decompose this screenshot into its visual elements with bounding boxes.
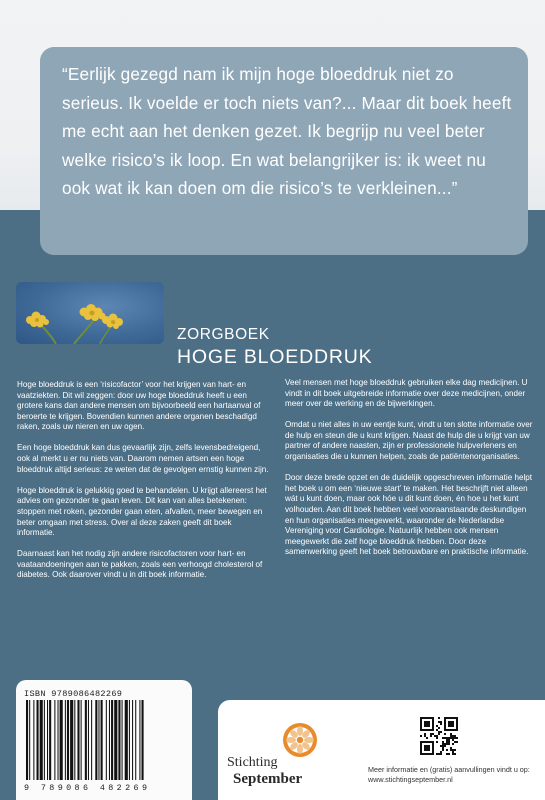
- body-paragraph: Veel mensen met hoge bloeddruk gebruiken elke dag medicijnen. U vindt in dit boek uitgebreide informatie over deze medicijnen, onder meer over de werking en de bijwerkingen.: [285, 378, 528, 409]
- flower-photo: [16, 282, 164, 344]
- book-title: HOGE BLOEDDRUK: [177, 346, 373, 368]
- testimonial-quote: “Eerlijk gezegd nam ik mijn hoge bloeddruk niet zo serieus. Ik voelde er toch niets van?... Maar dit boek heeft me echt aan het denken gezet. Ik begrijp nu veel beter welke risico’s ik loop. En wat belangrijker is: ik weet nu ook wat ik kan doen om die risico’s te verkleinen...”: [62, 64, 512, 198]
- isbn-label: ISBN 9789086482269: [24, 689, 123, 699]
- book-series-label: ZORGBOEK: [177, 326, 270, 343]
- publisher-info-text: Meer informatie en (gratis) aanvullingen vindt u op: www.stichtingseptember.nl: [368, 765, 530, 784]
- body-column-left: [17, 380, 269, 592]
- body-paragraph: Hoge bloeddruk is een ‘risicofactor’ voor het krijgen van hart- en vaatziekten. Dit wil zeggen: door uw hoge bloeddruk heeft u een grotere kans dan andere mensen om bijvoorbeeld een hartaanval of beroerte te krijgen. Bovendien kunnen andere organen beschadigd raken, zoals uw nieren en uw ogen.: [17, 380, 261, 432]
- body-paragraph: Een hoge bloeddruk kan dus gevaarlijk zijn, zelfs levensbedreigend, ook al merkt u er nu niets van. Daarom nemen artsen een hoge bloeddruk altijd serieus: ze weten dat de gevolgen ernstig kunnen zijn.: [17, 443, 269, 474]
- body-paragraph: Daarnaast kan het nodig zijn andere risicofactoren voor hart- en vaataandoeningen aan te pakken, zoals een verhoogd cholesterol of diabetes. Ook daarover vindt u in dit boek informatie.: [17, 549, 263, 580]
- publisher-name-line2: September: [233, 771, 303, 787]
- barcode-icon: [24, 700, 174, 782]
- body-paragraph: Hoge bloeddruk is gelukkig goed te behandelen. U krijgt allereerst het advies om gezonder te gaan leven. Dit kan van alles betekenen: stoppen met roken, gezonder gaan eten, afvallen, meer bewegen en beter omgaan met stress. Over al deze zaken geeft dit boek informatie.: [17, 485, 267, 538]
- isbn-digits: 9 789086 482269: [24, 783, 151, 793]
- yellow-flower-photo: [16, 282, 164, 344]
- body-paragraph: Omdat u niet alles in uw eentje kunt, vindt u ten slotte informatie over de hulp en steun die u kunt krijgen. Naast de hulp die u krijgt van uw partner of andere naasten, zijn er professionele hulpverleners en organisaties die u kunnen helpen, zoals de patiëntenorganisaties.: [285, 420, 533, 462]
- body-paragraph: Door deze brede opzet en de duidelijk opgeschreven informatie helpt het boek u om een ‘nieuwe start’ te maken. Het beschrijft niet alleen wát u kunt doen, maar ook hóe u dit kunt doen, én hoe u het kunt volhouden. Aan dit boek hebben veel vooraanstaande deskundigen en hun organisaties meegewerkt, waaronder de Nederlandse Vereniging voor Cardiologie. Natuurlijk hebben ook mensen meegewerkt die zelf hoge bloeddruk hebben. Door deze samenwerking geeft het boek betrouwbare en praktische informatie.: [285, 473, 533, 557]
- body-column-right: [285, 378, 533, 568]
- publisher-name-line1: Stichting: [227, 755, 278, 770]
- qr-code-icon: [420, 717, 458, 755]
